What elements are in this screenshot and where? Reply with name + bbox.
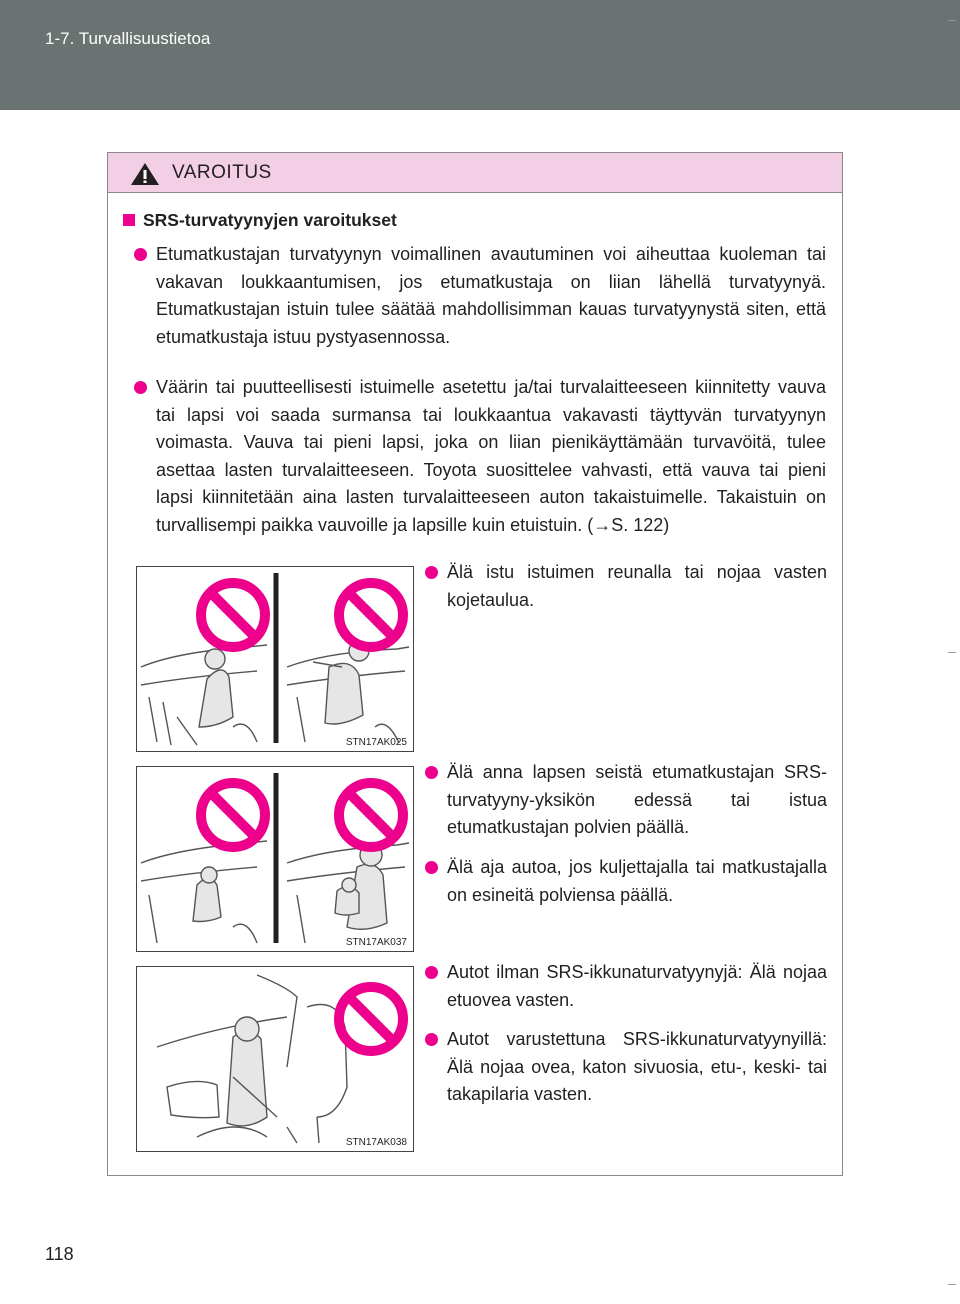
bullet-icon	[425, 861, 438, 874]
car-interior-illustration	[137, 567, 414, 752]
crop-mark	[948, 652, 956, 653]
prohibition-icon	[201, 783, 265, 847]
illustration-child-on-lap	[136, 766, 414, 952]
list-item	[447, 1026, 827, 1109]
warning-triangle-icon	[130, 162, 160, 186]
subheading-text: SRS-turvatyynyjen varoitukset	[143, 210, 397, 230]
car-interior-illustration	[137, 767, 414, 952]
warning-subheading	[123, 210, 397, 231]
page-number: 118	[45, 1244, 74, 1264]
section-title: 1-7. Turvallisuustietoa	[45, 29, 211, 48]
bullet-icon	[425, 766, 438, 779]
figure-code: STN17AK025	[345, 737, 407, 748]
bullet-text: Älä aja autoa, jos kuljettajalla tai matkustajalla on esineitä polviensa päällä.	[447, 857, 827, 905]
bullet-text: Älä istu istuimen reunalla tai nojaa vasten kojetaulua.	[447, 562, 827, 610]
prohibition-icon	[339, 783, 403, 847]
warning-header	[108, 153, 842, 193]
prohibition-icon	[339, 987, 403, 1051]
bullet-text: Autot ilman SRS-ikkunaturvatyynyjä: Älä nojaa etuovea vasten.	[447, 962, 827, 1010]
list-item	[447, 959, 827, 1014]
list-item	[156, 241, 826, 351]
warning-title: VAROITUS	[172, 162, 272, 183]
illustration-lean-on-door	[136, 966, 414, 1152]
bullet-icon	[425, 966, 438, 979]
list-item	[447, 759, 827, 842]
crop-mark	[948, 1284, 956, 1285]
warning-box	[107, 152, 843, 1176]
bullet-icon	[425, 566, 438, 579]
list-item	[447, 854, 827, 909]
crop-mark	[948, 20, 956, 21]
prohibition-icon	[339, 583, 403, 647]
bullet-icon	[425, 1033, 438, 1046]
illustration-lean-on-dashboard	[136, 566, 414, 752]
prohibition-icon	[201, 583, 265, 647]
bullet-icon	[134, 248, 147, 261]
bullet-text: Älä anna lapsen seistä etumatkustajan SRS-turvatyyny-yksikön edessä tai istua etumatkustajan polvien päällä.	[447, 762, 827, 837]
bullet-text: Autot varustettuna SRS-ikkunaturvatyynyillä: Älä nojaa ovea, katon sivuosia, etu-, keski- tai takapilaria vasten.	[447, 1029, 827, 1104]
bullet-icon	[134, 381, 147, 394]
list-item	[447, 559, 827, 614]
bullet-text: Väärin tai puutteellisesti istuimelle asetettu ja/tai turvalaitteeseen kiinnitetty vauva tai lapsi voi saada surmansa tai loukkaantua vakavasti täyttyvän turvatyynyn voimasta. Vauva tai pieni lapsi, joka on liian pienikäyttämään turvavöitä, tulee asettaa lasten turvalaitteeseen. Toyota suosittelee vahvasti, että vauva tai pieni lapsi kiinnitetään aina lasten turvalaitteeseen auton takaistuimelle. Takaistuin on turvallisempi paikka vauvoille ja lapsille kuin etuistuin. (→S. 122)	[156, 377, 826, 535]
square-bullet-icon	[123, 214, 135, 226]
figure-code: STN17AK037	[345, 937, 407, 948]
list-item	[156, 374, 826, 539]
car-interior-illustration	[137, 967, 414, 1152]
figure-code: STN17AK038	[345, 1137, 407, 1148]
bullet-text: Etumatkustajan turvatyynyn voimallinen avautuminen voi aiheuttaa kuoleman tai vakavan loukkaantumisen, jos etumatkustaja on liian lähellä turvatyynyä. Etumatkustajan istuin tulee säätää mahdollisimman kauas turvatyynystä siten, että etumatkustaja istuu pystyasennossa.	[156, 244, 826, 347]
page-header	[0, 0, 960, 110]
